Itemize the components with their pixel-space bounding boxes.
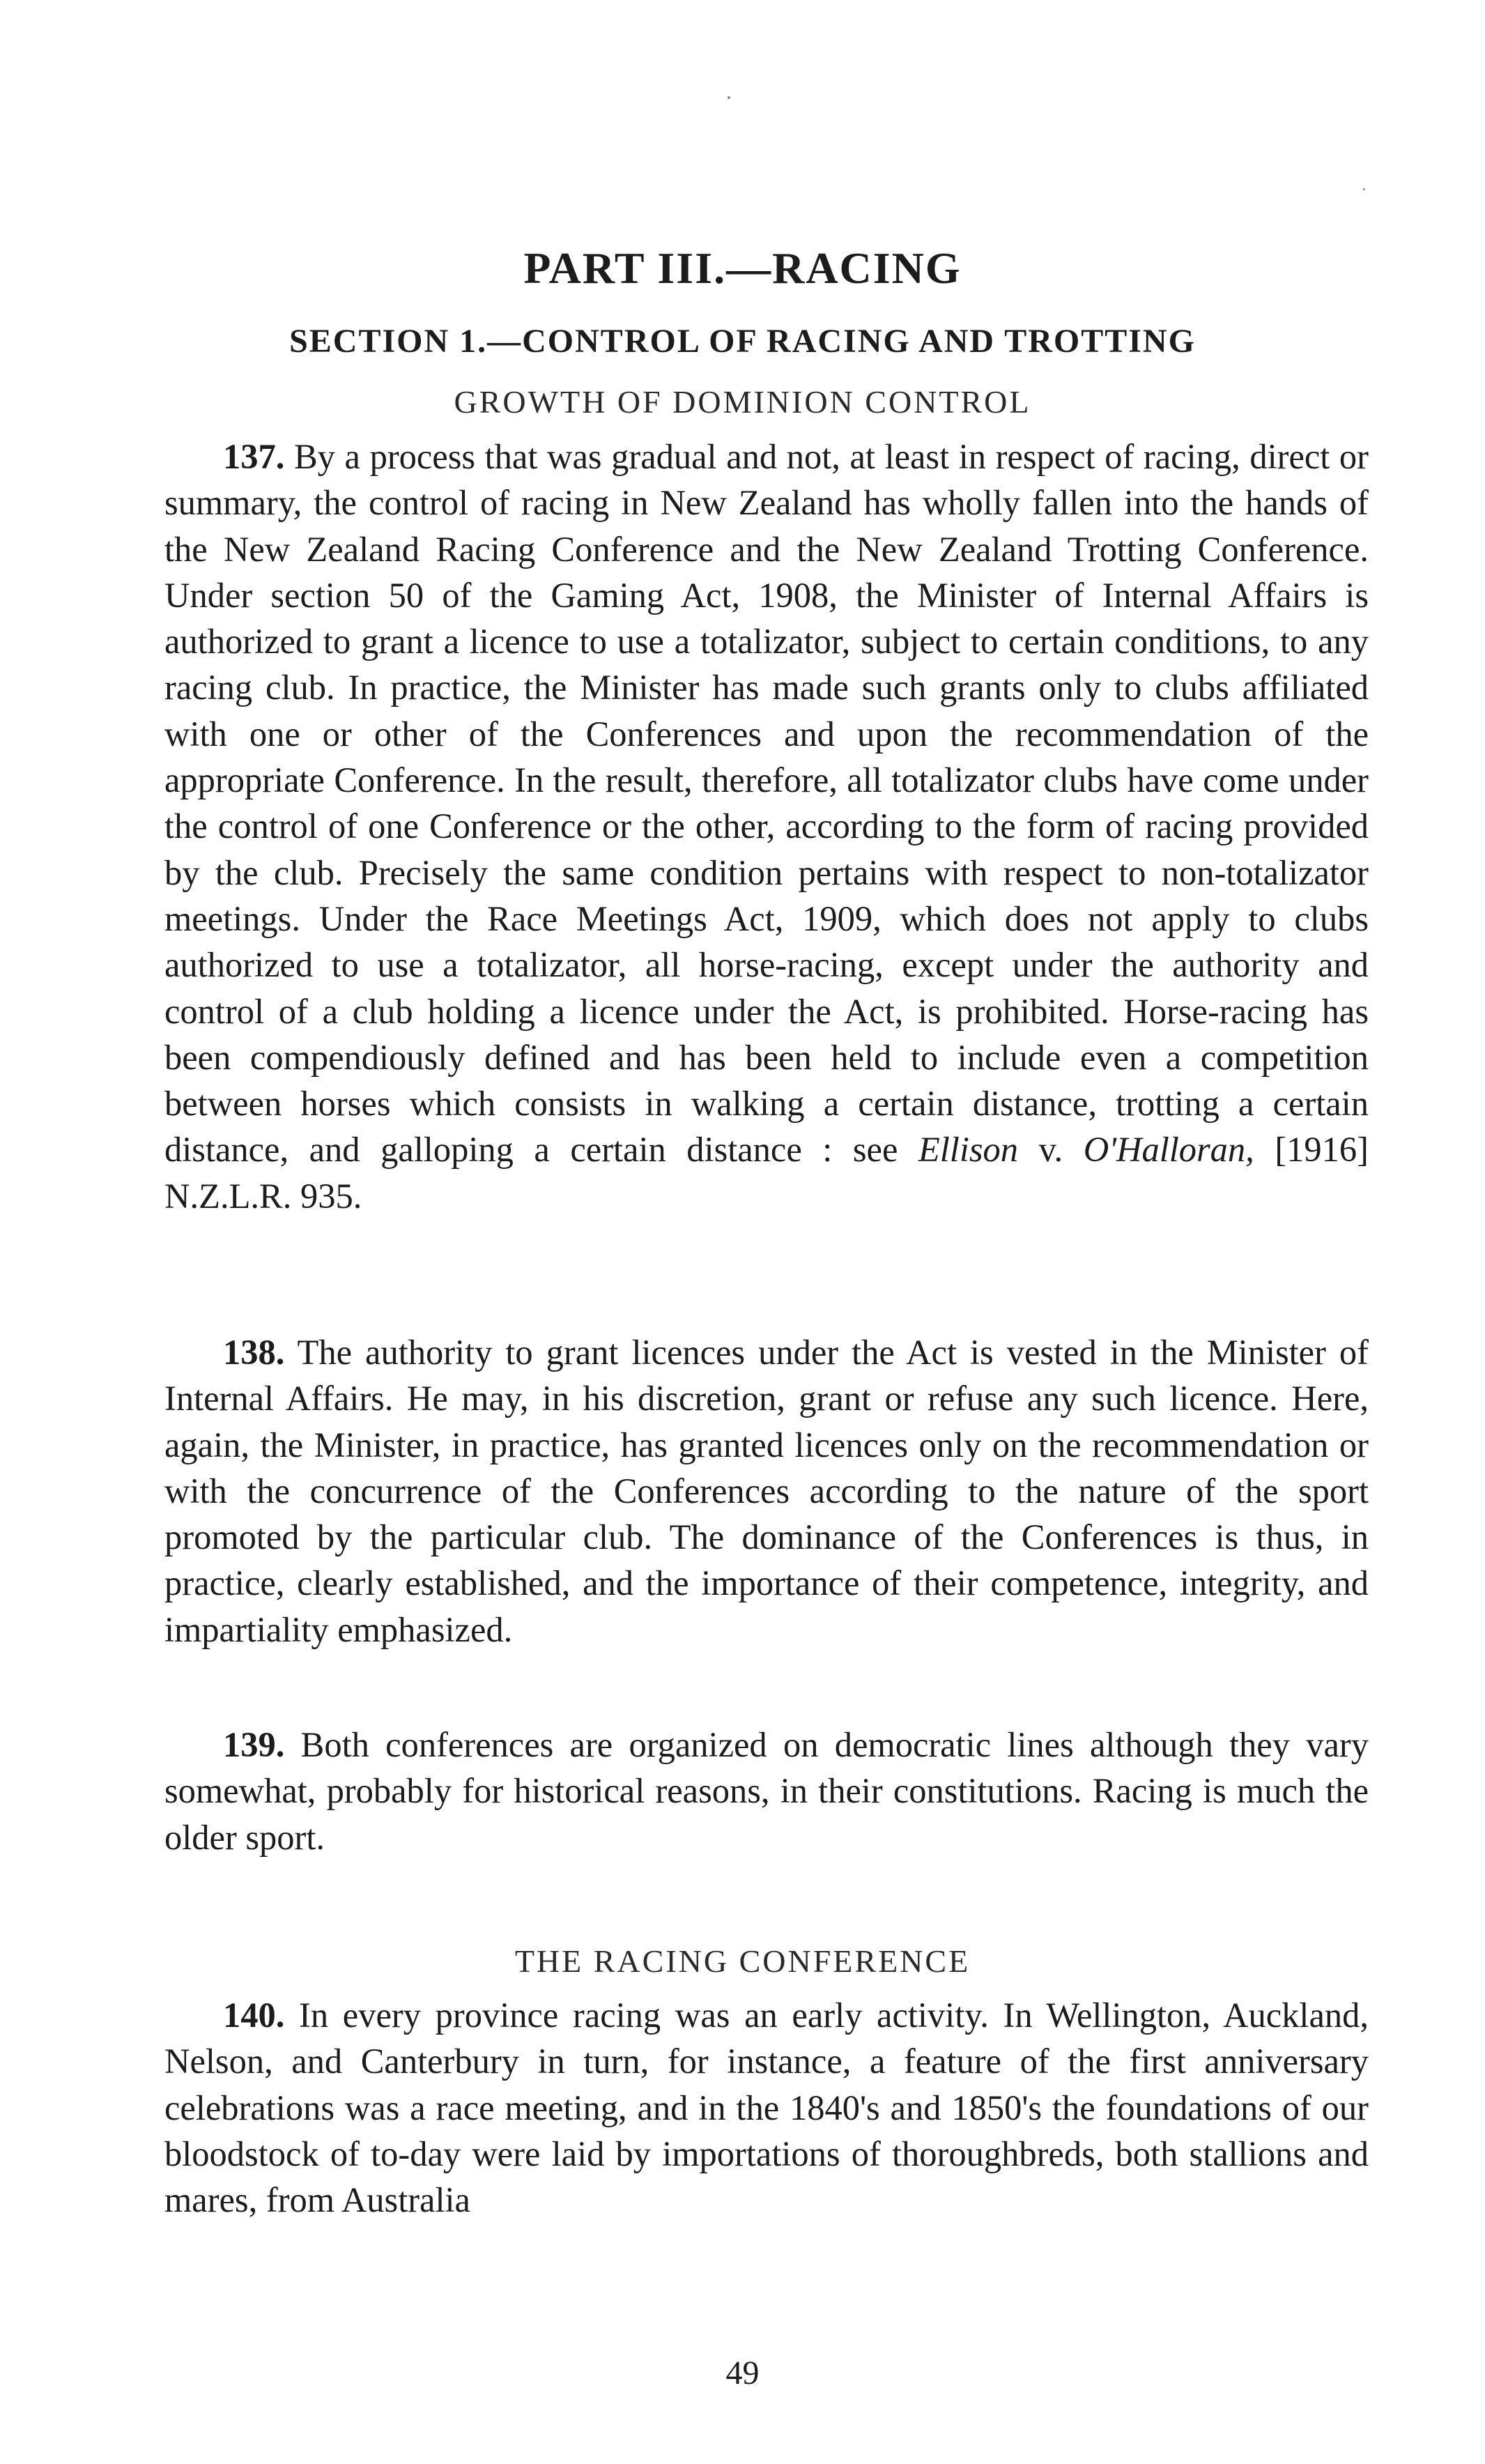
case-citation: [1916] N.Z.L.R. 935.	[164, 1130, 1369, 1216]
paragraph-text: By a process that was gradual and not, at least in respect of racing, direct or summary, the control of racing in New Zealand has wholly fallen into the hands of the New Zealand Racing Conference and the New Zealand Trotting Conference. Under section 50 of the Gaming Act, 1908, the Minister of Internal Affairs is authorized to grant a licence to use a totalizator, subject to certain conditions, to any racing club. In practice, the Minister has made such grants only to clubs affiliated with one or other of the Conferences and upon the recommendation of the appropriate Conference. In the result, therefore, all totalizator clubs have come under the control of one Conference or the other, according to the form of racing provided by the club. Precisely the same condition pertains with respect to non-totalizator meetings. Under the Race Meetings Act, 1909, which does not apply to clubs authorized to use a totalizator, all horse-racing, except under the authority and control of a club holding a licence under the Act, is prohibited. Horse-racing has been compendiously defined and has been held to include even a competition between horses which consists in walking a certain distance, trotting a certain distance, and galloping a certain distance : see	[164, 437, 1369, 1170]
part-title: PART III.—RACING	[523, 243, 962, 293]
paragraph-text: In every province racing was an early activity. In Wellington, Auckland, Nelson, and Canterbury in turn, for instance, a feature of the first anniversary celebrations was a race meeting, and in the 1840's and 1850's the foundations of our bloodstock of to-day were laid by importations of thoroughbreds, both stallions and mares, from Australia	[164, 1996, 1369, 2220]
page-number: 49	[725, 2355, 760, 2392]
print-speck	[1363, 188, 1365, 190]
case-name-party: O'Halloran,	[1083, 1130, 1254, 1170]
paragraph-137	[164, 434, 1369, 1219]
subheading-dominion-control: GROWTH OF DOMINION CONTROL	[454, 384, 1031, 420]
paragraph-138	[164, 1329, 1369, 1653]
paragraph-number: 137.	[223, 437, 285, 476]
paragraph-139	[164, 1722, 1369, 1860]
paragraph-140	[164, 1992, 1369, 2223]
paragraph-number: 139.	[223, 1725, 285, 1764]
paragraph-text: The authority to grant licences under the Act is vested in the Minister of Internal Affairs. He may, in his discretion, grant or refuse any such licence. Here, again, the Minister, in practice, has granted licences only on the recommendation or with the concurrence of the Conferences according to the nature of the sport promoted by the particular club. The dominance of the Conferences is thus, in practice, clearly established, and the importance of their competence, integrity, and impartiality emphasized.	[164, 1333, 1369, 1649]
subheading-racing-conference: THE RACING CONFERENCE	[514, 1943, 971, 1979]
print-speck	[728, 96, 730, 99]
section-title: SECTION 1.—CONTROL OF RACING AND TROTTING	[289, 323, 1196, 360]
case-versus: v.	[1018, 1130, 1084, 1170]
case-name-party: Ellison	[918, 1130, 1019, 1170]
paragraph-text: Both conferences are organized on democratic lines although they vary somewhat, probably for historical reasons, in their constitutions. Racing is much the older sport.	[164, 1725, 1369, 1857]
paragraph-number: 138.	[223, 1333, 285, 1372]
paragraph-number: 140.	[223, 1996, 285, 2035]
